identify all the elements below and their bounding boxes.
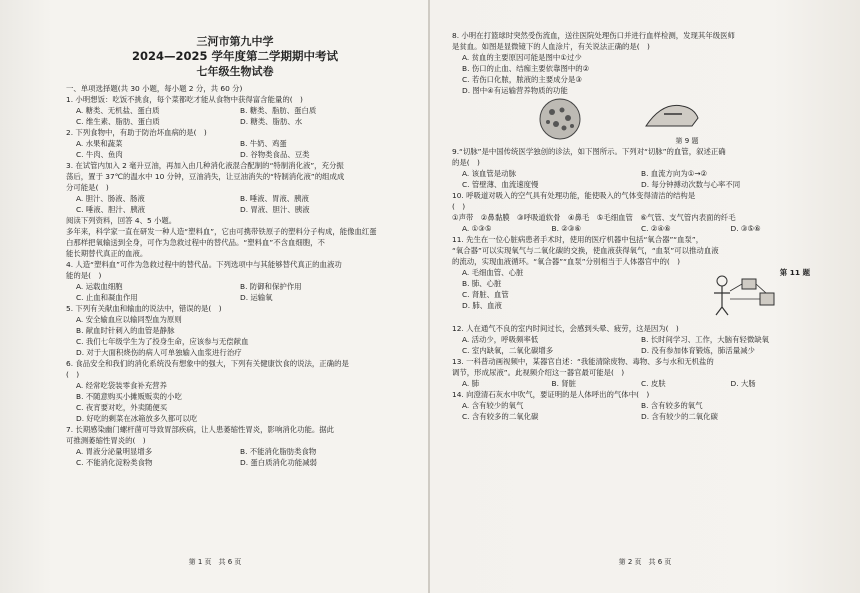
option-b: B. 血流方向为①→② — [641, 169, 708, 178]
question-stem-line: 的流动，实现血液循环。“氧合器”“血泵”分别相当于人体器官中的( ) — [452, 257, 681, 266]
option-c: C. 维生素、脂肪、蛋白质 — [76, 117, 160, 126]
question-stem-line: 调节，形成尿液”。此视频介绍这一器官最可能是( ) — [452, 368, 625, 377]
reading-line: 多年来，科学家一直在研发一种人造“塑料血”，它由可携带铁原子的塑料分子构成，能像血红蛋 — [66, 227, 377, 236]
option-c: C. ②④⑥ — [641, 224, 671, 233]
section-heading: 一、单项选择题(共 30 小题，每小题 2 分，共 60 分) — [66, 84, 243, 93]
option-c: C. 牛肉、鱼肉 — [76, 150, 123, 159]
pulse-figure — [642, 96, 732, 146]
question-10 — [452, 190, 820, 234]
question-stem-line: 是贫血。如图是显微镜下的人血涂片，有关说法正确的是( ) — [452, 42, 650, 51]
option-c: C. 止血和凝血作用 — [76, 293, 138, 302]
option-c: C. 肾脏、血管 — [462, 290, 509, 299]
option-a: A. 肺 — [462, 379, 480, 388]
option-a: A. 该血管是动脉 — [462, 169, 516, 178]
option-c: C. 不能消化淀粉类食物 — [76, 458, 153, 467]
option-b: B. 献血时针刺入的血管是静脉 — [76, 326, 175, 335]
option-a: A. 安全输血应以输同型血为原则 — [76, 315, 182, 324]
question-5 — [66, 303, 404, 358]
option-d: D. 糖类、脂肪、水 — [240, 117, 303, 126]
option-d: D. 肺、血液 — [462, 301, 502, 310]
question-stem-line: 13. 一科普动画视频中，某器官自述：“我能清除废物、毒物、多与水和无机盐的 — [452, 357, 714, 366]
option-a: A. 糖类、无机盐、蛋白质 — [76, 106, 160, 115]
figure-11-caption: 第 11 题 — [779, 268, 810, 277]
reading-line: 能长期替代真正的血液。 — [66, 249, 148, 258]
option-c: C. 含有较多的二氧化碳 — [462, 412, 539, 421]
option-d: D. 含有较少的二氧化碳 — [641, 412, 718, 421]
school-name: 三河市第九中学 — [196, 35, 274, 48]
question-stem-line: 可推测萎缩性胃炎的( ) — [66, 436, 146, 445]
wrist-pulse-icon — [642, 96, 702, 132]
option-a: A. 毛细血管、心脏 — [462, 268, 524, 277]
option-c: C. 我们七年级学生为了投身生命，应该参与无偿献血 — [76, 337, 249, 346]
question-2 — [66, 127, 404, 160]
question-stem-line: ( ) — [452, 202, 466, 211]
exam-title: 2024—2025 学年度第二学期期中考试 — [131, 49, 339, 63]
page-footer: 第 2 页 共 6 页 — [618, 558, 672, 566]
option-d: D. 蛋白质消化功能减弱 — [240, 458, 317, 467]
option-b: B. 不能消化脂肪类食物 — [240, 447, 317, 456]
question-stem: 2. 下列食物中，有助于防治坏血病的是( ) — [66, 128, 207, 137]
right-page — [430, 0, 860, 593]
question-stem-line: 10. 呼吸道对吸入的空气具有处理功能，能使吸入的气体变得清洁的结构是 — [452, 191, 696, 200]
option-a: A. 活动少，呼吸频率低 — [462, 335, 539, 344]
option-d: D. 大肠 — [730, 379, 756, 388]
question-8 — [452, 30, 820, 96]
option-d: D. 没有参加体育锻炼，肺活量减少 — [641, 346, 755, 355]
question-stem-line: 8. 小明在打篮球时突然受伤流血，送往医院处理伤口并进行血样检测，发现其年级医师 — [452, 31, 735, 40]
question-stem: 12. 人在通气不良的室内时间过长，会感到头晕、疲劳，这是因为( ) — [452, 324, 679, 333]
option-d: D. 每分钟搏动次数与心率不同 — [641, 180, 741, 189]
question-stem-line: 4. 人造“塑料血”可作为急救过程中的替代品。下列选项中与其能够替代真正的血液功 — [66, 260, 342, 269]
question-stem-line: “氧合器”可以实现氧气与二氧化碳的交换，使血液获得氧气，“血泵”可以推动血液 — [452, 246, 719, 255]
page-footer: 第 1 页 共 6 页 — [188, 558, 242, 566]
question-stem: 1. 小明想饭：吃饭不挑食，每个菜都吃才能从食物中获得富含能量的( ) — [66, 95, 303, 104]
option-b: B. 肾脏 — [551, 379, 577, 388]
exam-header — [66, 34, 404, 79]
question-9 — [452, 146, 820, 190]
question-stem: 14. 向澄清石灰水中吹气，要证明的是人体呼出的气体中( ) — [452, 390, 650, 399]
question-stem: 5. 下列有关献血和输血的说法中，错误的是( ) — [66, 304, 222, 313]
option-b: B. 糖类、脂肪、蛋白质 — [240, 106, 317, 115]
question-sub-items: ①声带 ②鼻黏膜 ③呼吸道软骨 ④鼻毛 ⑤毛细血管 ⑥气管、支气管内表面的纤毛 — [452, 213, 736, 222]
option-a: A. 水果和蔬菜 — [76, 139, 123, 148]
question-14 — [452, 389, 820, 422]
option-c: C. 若伤口化脓，脓液的主要成分是③ — [462, 75, 582, 84]
question-6 — [66, 358, 404, 424]
option-a: A. 胃液分泌量明显增多 — [76, 447, 153, 456]
subject-title: 七年级生物试卷 — [196, 65, 274, 78]
question-stem-line: 6. 食品安全和我们的消化系统没有想象中的强大，下列有关健康饮食的说法，正确的是 — [66, 359, 349, 368]
option-d: D. 好吃的剩菜在冰箱放多久都可以吃 — [76, 414, 198, 423]
option-b: B. 长时间学习、工作，大脑有轻微缺氧 — [641, 335, 770, 344]
question-stem-line: 的是( ) — [452, 158, 480, 167]
question-3 — [66, 160, 404, 215]
reading-material — [66, 215, 404, 259]
question-4 — [66, 259, 404, 303]
option-b: B. 含有较多的氧气 — [641, 401, 703, 410]
option-c: C. 夜宵要对吃，外卖随便买 — [76, 403, 168, 412]
question-13 — [452, 356, 820, 389]
question-stem-line: 分可能是( ) — [66, 183, 109, 192]
option-a: A. 胆汁、肠液、肠液 — [76, 194, 145, 203]
option-b: B. 肺、心脏 — [462, 279, 502, 288]
option-b: B. 唾液、胃液、胰液 — [240, 194, 309, 203]
option-c: C. 室内缺氧，二氧化碳增多 — [462, 346, 554, 355]
option-a: A. 含有较少的氧气 — [462, 401, 524, 410]
option-c: C. 管壁薄、血流速度慢 — [462, 180, 539, 189]
question-7 — [66, 424, 404, 468]
question-stem-line: 能的是( ) — [66, 271, 102, 280]
question-8-block — [452, 30, 820, 96]
option-d: D. 胃液、胆汁、胰液 — [240, 205, 310, 214]
option-b: B. 牛奶、鸡蛋 — [240, 139, 287, 148]
blood-smear-icon — [532, 96, 588, 142]
question-1 — [66, 94, 404, 127]
blood-smear-figure — [532, 96, 642, 146]
question-stem-line: 3. 在试管内加入 2 毫升豆油，再加入由几种消化液混合配制的“特制消化液”，充分振 — [66, 161, 344, 170]
option-c: C. 皮肤 — [641, 379, 666, 388]
option-b: B. 伤口的止血、结痂主要依靠图中的② — [462, 64, 590, 73]
option-d: D. 谷物类食品、豆类 — [240, 150, 310, 159]
question-12 — [452, 323, 820, 356]
question-stem-line: 7. 长期感染幽门螺杆菌可导致胃部疾病，让人患萎缩性胃炎，影响消化功能。据此 — [66, 425, 335, 434]
option-a: A. 贫血的主要原因可能是图中①过少 — [462, 53, 582, 62]
option-d: D. ③⑤⑥ — [730, 224, 761, 233]
option-d: D. 对于大面积烧伤的病人可单独输入血浆进行治疗 — [76, 348, 242, 357]
option-b: B. ②③⑥ — [551, 224, 582, 233]
option-b: B. 不随意购买小摊贩贩卖的小吃 — [76, 392, 182, 401]
option-a: A. 经常吃袋装零食补充营养 — [76, 381, 167, 390]
reading-line: 白那样把氧输送到全身，可作为急救过程中的替代品。“塑料血”不含血细胞，不 — [66, 238, 325, 247]
option-d: D. 运输氧 — [240, 293, 273, 302]
question-11 — [452, 234, 820, 323]
option-a: A. 运载血细胞 — [76, 282, 123, 291]
figure-row — [452, 96, 820, 146]
option-b: B. 防御和保护作用 — [240, 282, 302, 291]
question-stem-line: 荡后，置于 37℃的温水中 10 分钟，豆油消失，让豆油消失的“特制消化液”的组成成 — [66, 172, 345, 181]
reading-line: 阅读下列资料，回答 4、5 小题。 — [66, 216, 177, 225]
question-stem-line: 9.“切脉”是中国传统医学独创的诊法，如下图所示。下列对“切脉”的血管，叙述正确 — [452, 147, 726, 156]
figure-9-caption: 第 9 题 — [675, 137, 699, 145]
option-d: D. 图中④有运输营养物质的功能 — [462, 86, 568, 95]
question-stem-line: 11. 先生在一位心脏病患者手术时，使用的医疗机器中包括“氧合器”“血泵”， — [452, 235, 704, 244]
question-stem-line: ( ) — [66, 370, 80, 379]
option-c: C. 唾液、胆汁、胰液 — [76, 205, 145, 214]
heart-lung-machine-icon — [708, 267, 780, 323]
option-a: A. ①③⑤ — [462, 224, 492, 233]
